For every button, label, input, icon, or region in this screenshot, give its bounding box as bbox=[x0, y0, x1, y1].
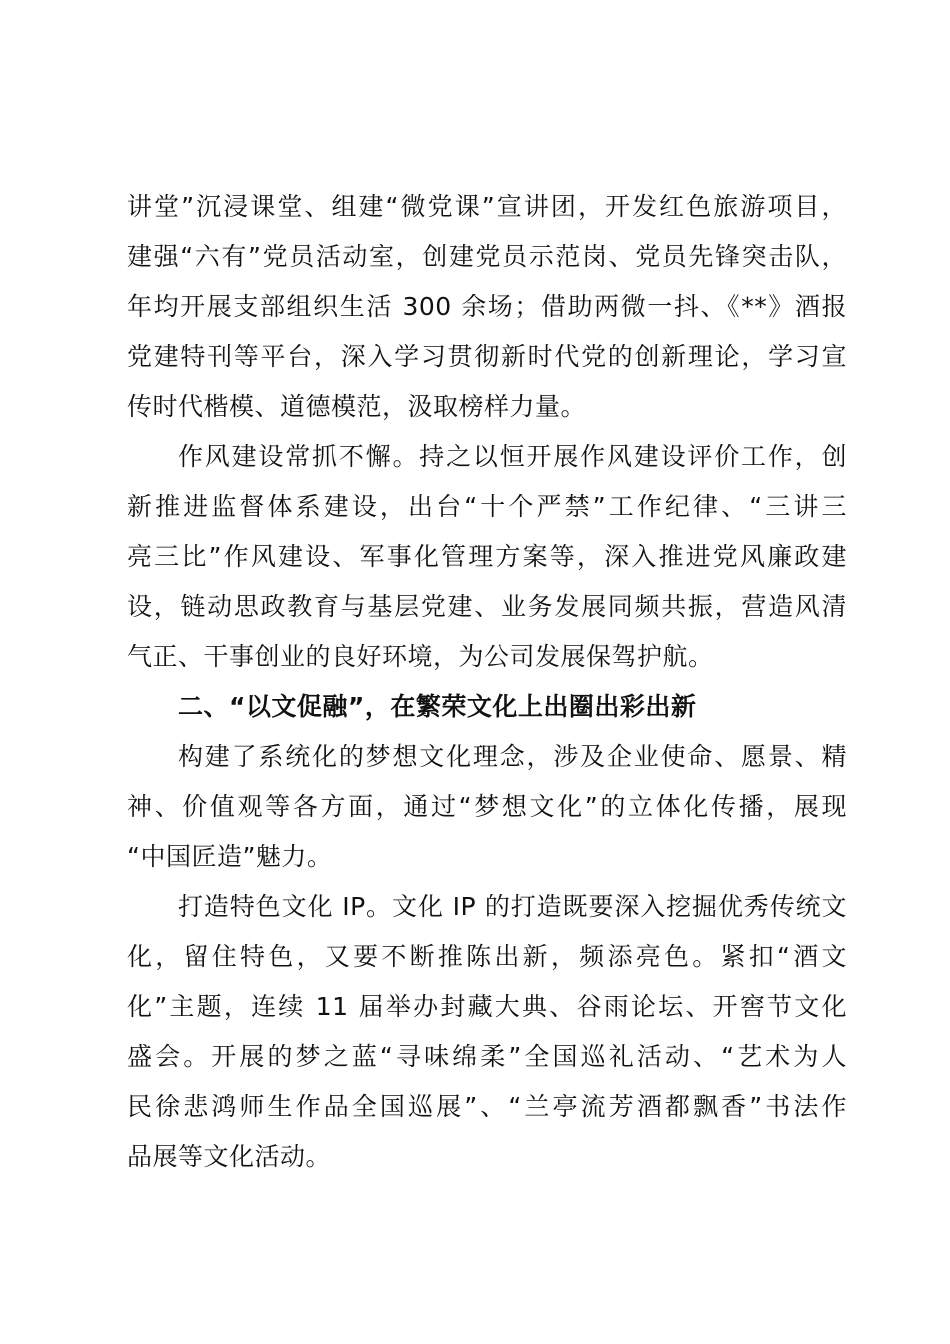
text-line: 神、价值观等各方面，通过“梦想文化”的立体化传播，展现 bbox=[127, 792, 847, 821]
text-line: 党建特刊等平台，深入学习贯彻新时代党的创新理论，学习宣 bbox=[127, 342, 847, 371]
text-line: 设，链动思政教育与基层党建、业务发展同频共振，营造风清 bbox=[127, 592, 847, 621]
text-line: 构建了系统化的梦想文化理念，涉及企业使命、愿景、精 bbox=[178, 742, 847, 771]
text-line: 打造特色文化 IP。文化 IP 的打造既要深入挖掘优秀传统文 bbox=[178, 892, 847, 921]
text-line: 化，留住特色，又要不断推陈出新，频添亮色。紧扣“酒文 bbox=[127, 942, 847, 971]
text-line: 传时代楷模、道德模范，汲取榜样力量。 bbox=[127, 392, 587, 421]
section-heading: 二、“以文促融”，在繁荣文化上出圈出彩出新 bbox=[178, 692, 697, 721]
text-line: “中国匠造”魅力。 bbox=[127, 842, 333, 871]
text-line: 亮三比”作风建设、军事化管理方案等，深入推进党风廉政建 bbox=[127, 542, 847, 571]
text-line: 作风建设常抓不懈。持之以恒开展作风建设评价工作，创 bbox=[178, 442, 847, 471]
text-line: 民徐悲鸿师生作品全国巡展”、“兰亭流芳酒都飘香”书法作 bbox=[127, 1092, 847, 1121]
text-line: 建强“六有”党员活动室，创建党员示范岗、党员先锋突击队， bbox=[127, 242, 847, 271]
text-line: 品展等文化活动。 bbox=[127, 1142, 332, 1171]
text-line: 年均开展支部组织生活 300 余场；借助两微一抖、《**》酒报 bbox=[127, 292, 847, 321]
text-line: 气正、干事创业的良好环境，为公司发展保驾护航。 bbox=[127, 642, 714, 671]
text-line: 讲堂”沉浸课堂、组建“微党课”宣讲团，开发红色旅游项目， bbox=[127, 192, 847, 221]
text-line: 化”主题，连续 11 届举办封藏大典、谷雨论坛、开窖节文化 bbox=[127, 992, 847, 1021]
text-line: 新推进监督体系建设，出台“十个严禁”工作纪律、“三讲三 bbox=[127, 492, 847, 521]
text-line: 盛会。开展的梦之蓝“寻味绵柔”全国巡礼活动、“艺术为人 bbox=[127, 1042, 847, 1071]
